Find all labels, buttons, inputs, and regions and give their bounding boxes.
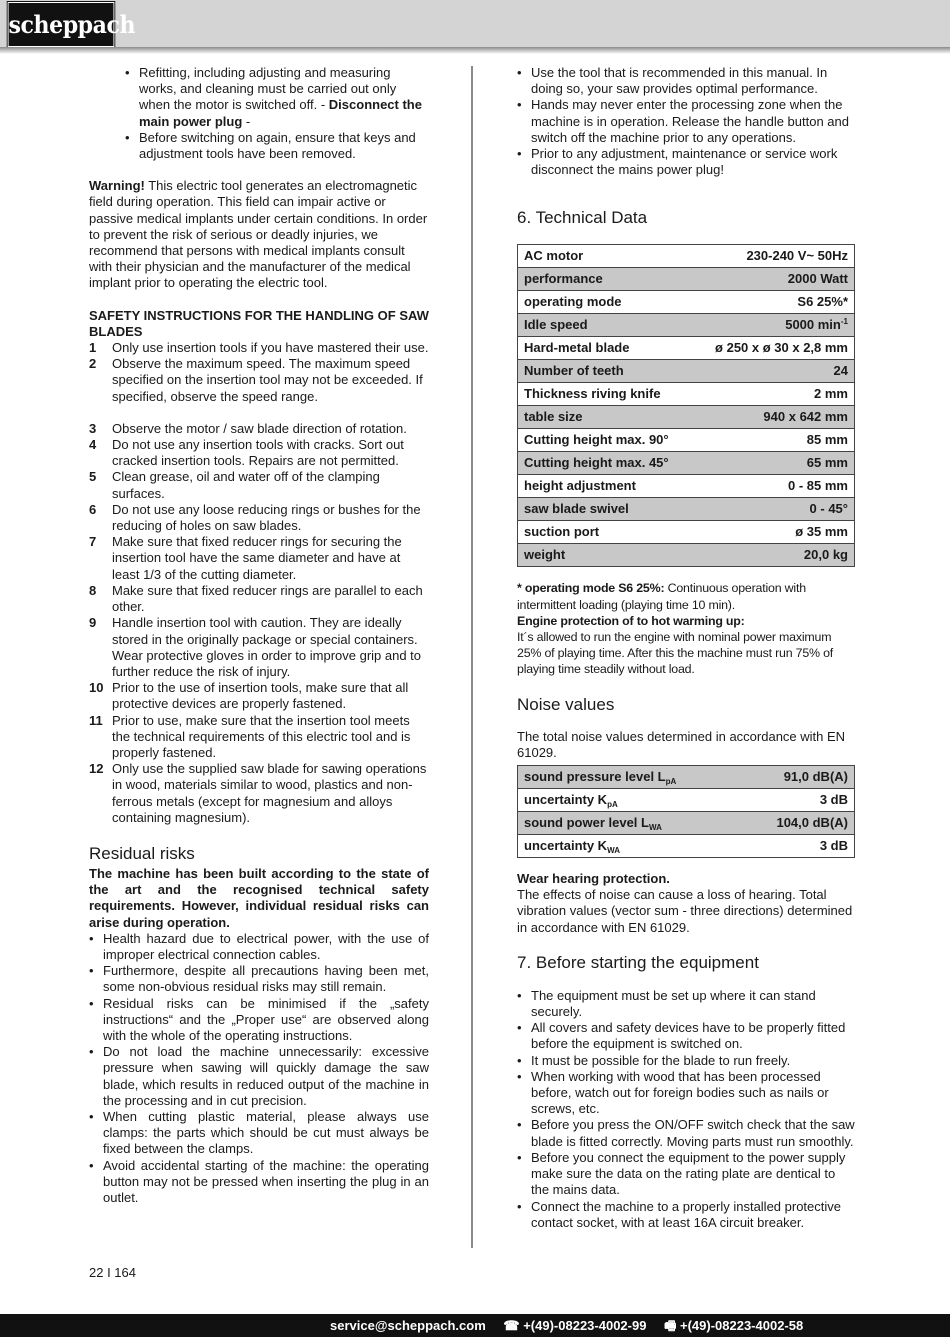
- refitting-list: [125, 65, 429, 162]
- list-item: 3 Observe the motor / saw blade direction of rotation.: [89, 420, 407, 436]
- column-divider: [471, 66, 473, 1248]
- list-item: • Residual risks can be minimised if the „safety instructions“ and the „Proper use“ are observed along with the whole of the operating instructions.: [89, 996, 429, 1045]
- left-column: [89, 65, 429, 1206]
- table-row: Number of teeth 24: [518, 360, 855, 383]
- right-column: [517, 65, 855, 1231]
- list-item: • Avoid accidental starting of the machine: the operating button may not be pressed when inserting the plug in an outlet.: [89, 1158, 429, 1207]
- list-item: • Connect the machine to a properly installed protective contact socket, with at least 16A circuit breaker.: [517, 1199, 855, 1231]
- list-item: 10 Prior to the use of insertion tools, make sure that all protective devices are properly fastened.: [89, 680, 409, 712]
- list-item: • The equipment must be set up where it can stand securely.: [517, 988, 855, 1020]
- list-item: 1 Only use insertion tools if you have mastered their use.: [89, 340, 429, 356]
- list-item: • Hands may never enter the processing zone when the machine is in operation. Release the handle button and switch off the machine prior to any operations.: [517, 97, 855, 146]
- list-item: 5 Clean grease, oil and water off of the clamping surfaces.: [89, 469, 380, 501]
- table-row: Cutting height max. 45° 65 mm: [518, 452, 855, 475]
- list-item: • When working with wood that has been processed before, watch out for foreign bodies such as nails or screws, etc.: [517, 1069, 855, 1118]
- list-item: • All covers and safety devices have to be properly fitted before the equipment is switched on.: [517, 1020, 855, 1052]
- list-item: • Before you connect the equipment to the power supply make sure the data on the rating plate are dentical to the mains data.: [517, 1150, 855, 1199]
- table-row: sound pressure level $L_{pA}$ 91,0 dB(A): [518, 766, 855, 789]
- hearing-protection-label: Wear hearing protection.: [517, 871, 670, 887]
- table-row: weight 20,0 kg: [518, 544, 855, 567]
- table-row: table size 940 x 642 mm: [518, 406, 855, 429]
- residual-risks-intro: The machine has been built according to the state of the art and the recognised technical safety requirements. However, individual residual risks can arise during operation.: [89, 865, 429, 930]
- fax-number: +(49)-08223-4002-58: [679, 1318, 804, 1333]
- operating-mode-note: * operating mode S6 25%: Continuous operation with intermittent loading (playing time 10 min).: [517, 581, 806, 612]
- list-item: • Before switching on again, ensure that keys and adjustment tools have been removed.: [125, 130, 429, 162]
- list-item: • When cutting plastic material, please always use clamps: the parts which should be cut must always be fixed between the clamps.: [89, 1109, 429, 1158]
- phone-icon: ☎: [503, 1318, 520, 1333]
- list-item: 12 Only use the supplied saw blade for sawing operations in wood, materials similar to wood, plastics and non-ferrous metals (except for magnesium and alloys containing magnesium).: [89, 761, 427, 825]
- table-row: suction port ø 35 mm: [518, 521, 855, 544]
- engine-protection-text: It´s allowed to run the engine with nominal power maximum 25% of playing time. After this the machine must run 75% of playing time steadily without load.: [517, 630, 834, 677]
- page-number: 22 I 164: [89, 1265, 136, 1280]
- warning-paragraph: Warning! This electric tool generates an electromagnetic field during operation. This field can impair active or passive medical implants under certain conditions. In order to prevent the risk of serious or deadly injuries, we recommend that persons with medical implants consult with their physician and the manufacturer of the medical implant prior to operating the electric tool.: [89, 178, 428, 291]
- list-item: 11 Prior to use, make sure that the insertion tool meets the technical requirements of this electric tool and is properly fastened.: [89, 712, 411, 760]
- noise-values-heading: Noise values: [517, 694, 615, 714]
- scheppach-logo: scheppach: [8, 2, 115, 47]
- service-email-link[interactable]: service@scheppach.com: [330, 1318, 486, 1333]
- fax-icon: 🖷: [664, 1318, 677, 1333]
- page-header: [0, 0, 950, 47]
- list-item: 6 Do not use any loose reducing rings or bushes for the reducing of holes on saw blades.: [89, 501, 421, 534]
- list-item: • Use the tool that is recommended in this manual. In doing so, your saw provides optimal performance.: [517, 65, 855, 97]
- noise-intro: The total noise values determined in accordance with EN 61029.: [517, 728, 846, 760]
- residual-risks-list: [89, 931, 429, 1206]
- tool-use-list: [517, 65, 855, 178]
- phone-number: +(49)-08223-4002-99: [523, 1318, 647, 1333]
- table-row: height adjustment 0 - 85 mm: [518, 475, 855, 498]
- table-row: uncertainty $K_{pA}$ 3 dB: [518, 789, 855, 812]
- noise-values-table: [517, 765, 855, 858]
- header-shadow: [0, 47, 950, 54]
- table-row: performance 2000 Watt: [518, 268, 855, 291]
- list-item: 2 Observe the maximum speed. The maximum speed specified on the insertion tool may not be exceeded. If specified, observe the speed range.: [89, 356, 423, 404]
- table-row: saw blade swivel 0 - 45°: [518, 498, 855, 521]
- engine-protection-label: Engine protection of to hot warming up:: [517, 613, 745, 628]
- table-row: Cutting height max. 90° 85 mm: [518, 429, 855, 452]
- list-item: • Prior to any adjustment, maintenance or service work disconnect the mains power plug!: [517, 146, 855, 178]
- technical-data-heading: 6. Technical Data: [517, 208, 648, 228]
- table-row: Hard-metal blade ø 250 x ø 30 x 2,8 mm: [518, 337, 855, 360]
- saw-blade-list: [89, 340, 429, 826]
- list-item: • Refitting, including adjusting and measuring works, and cleaning must be carried out only when the motor is switched off. - Disconnect the main power plug -: [125, 65, 429, 130]
- technical-data-table: [517, 244, 855, 567]
- page-footer: [0, 1314, 950, 1337]
- hearing-protection-text: The effects of noise can cause a loss of hearing. Total vibration values (vector sum - three directions) determined in accordance with EN 61029.: [517, 887, 853, 935]
- residual-risks-heading: Residual risks: [89, 843, 195, 863]
- table-row: operating mode S6 25%*: [518, 291, 855, 314]
- table-row: AC motor 230-240 V~ 50Hz: [518, 245, 855, 268]
- list-item: • Before you press the ON/OFF switch check that the saw blade is fitted correctly. Moving parts must run smoothly.: [517, 1117, 855, 1149]
- list-item: 4 Do not use any insertion tools with cracks. Sort out cracked insertion tools. Repairs are not permitted.: [89, 437, 404, 469]
- list-item: • It must be possible for the blade to run freely.: [517, 1053, 855, 1069]
- list-item: 7 Make sure that fixed reducer rings for securing the insertion tool have the same diameter and have at least 1/3 of the cutting diameter.: [89, 534, 402, 582]
- list-item: 9 Handle insertion tool with caution. They are ideally stored in the originally package or special containers. Wear protective gloves in order to improve grip and to further reduce the risk of injury.: [89, 615, 422, 679]
- saw-blade-heading: SAFETY INSTRUCTIONS FOR THE HANDLING OF SAW BLADES: [89, 307, 429, 339]
- list-item: • Do not load the machine unnecessarily: excessive pressure when sawing will quickly damage the saw blade, which results in reduced output of the machine in the processing and in cut precision.: [89, 1044, 429, 1109]
- table-row: Idle speed 5000 $\min^{-1}$: [518, 314, 855, 337]
- before-starting-heading: 7. Before starting the equipment: [517, 952, 759, 972]
- table-row: sound power level $L_{WA}$ 104,0 dB(A): [518, 812, 855, 835]
- table-row: uncertainty $K_{WA}$ 3 dB: [518, 835, 855, 858]
- table-row: Thickness riving knife 2 mm: [518, 383, 855, 406]
- list-item: 8 Make sure that fixed reducer rings are parallel to each other.: [89, 582, 423, 615]
- list-item: • Health hazard due to electrical power, with the use of improper electrical connection cables.: [89, 931, 429, 963]
- before-starting-list: [517, 988, 855, 1231]
- list-item: • Furthermore, despite all precautions having been met, some non-obvious residual risks may still remain.: [89, 963, 429, 995]
